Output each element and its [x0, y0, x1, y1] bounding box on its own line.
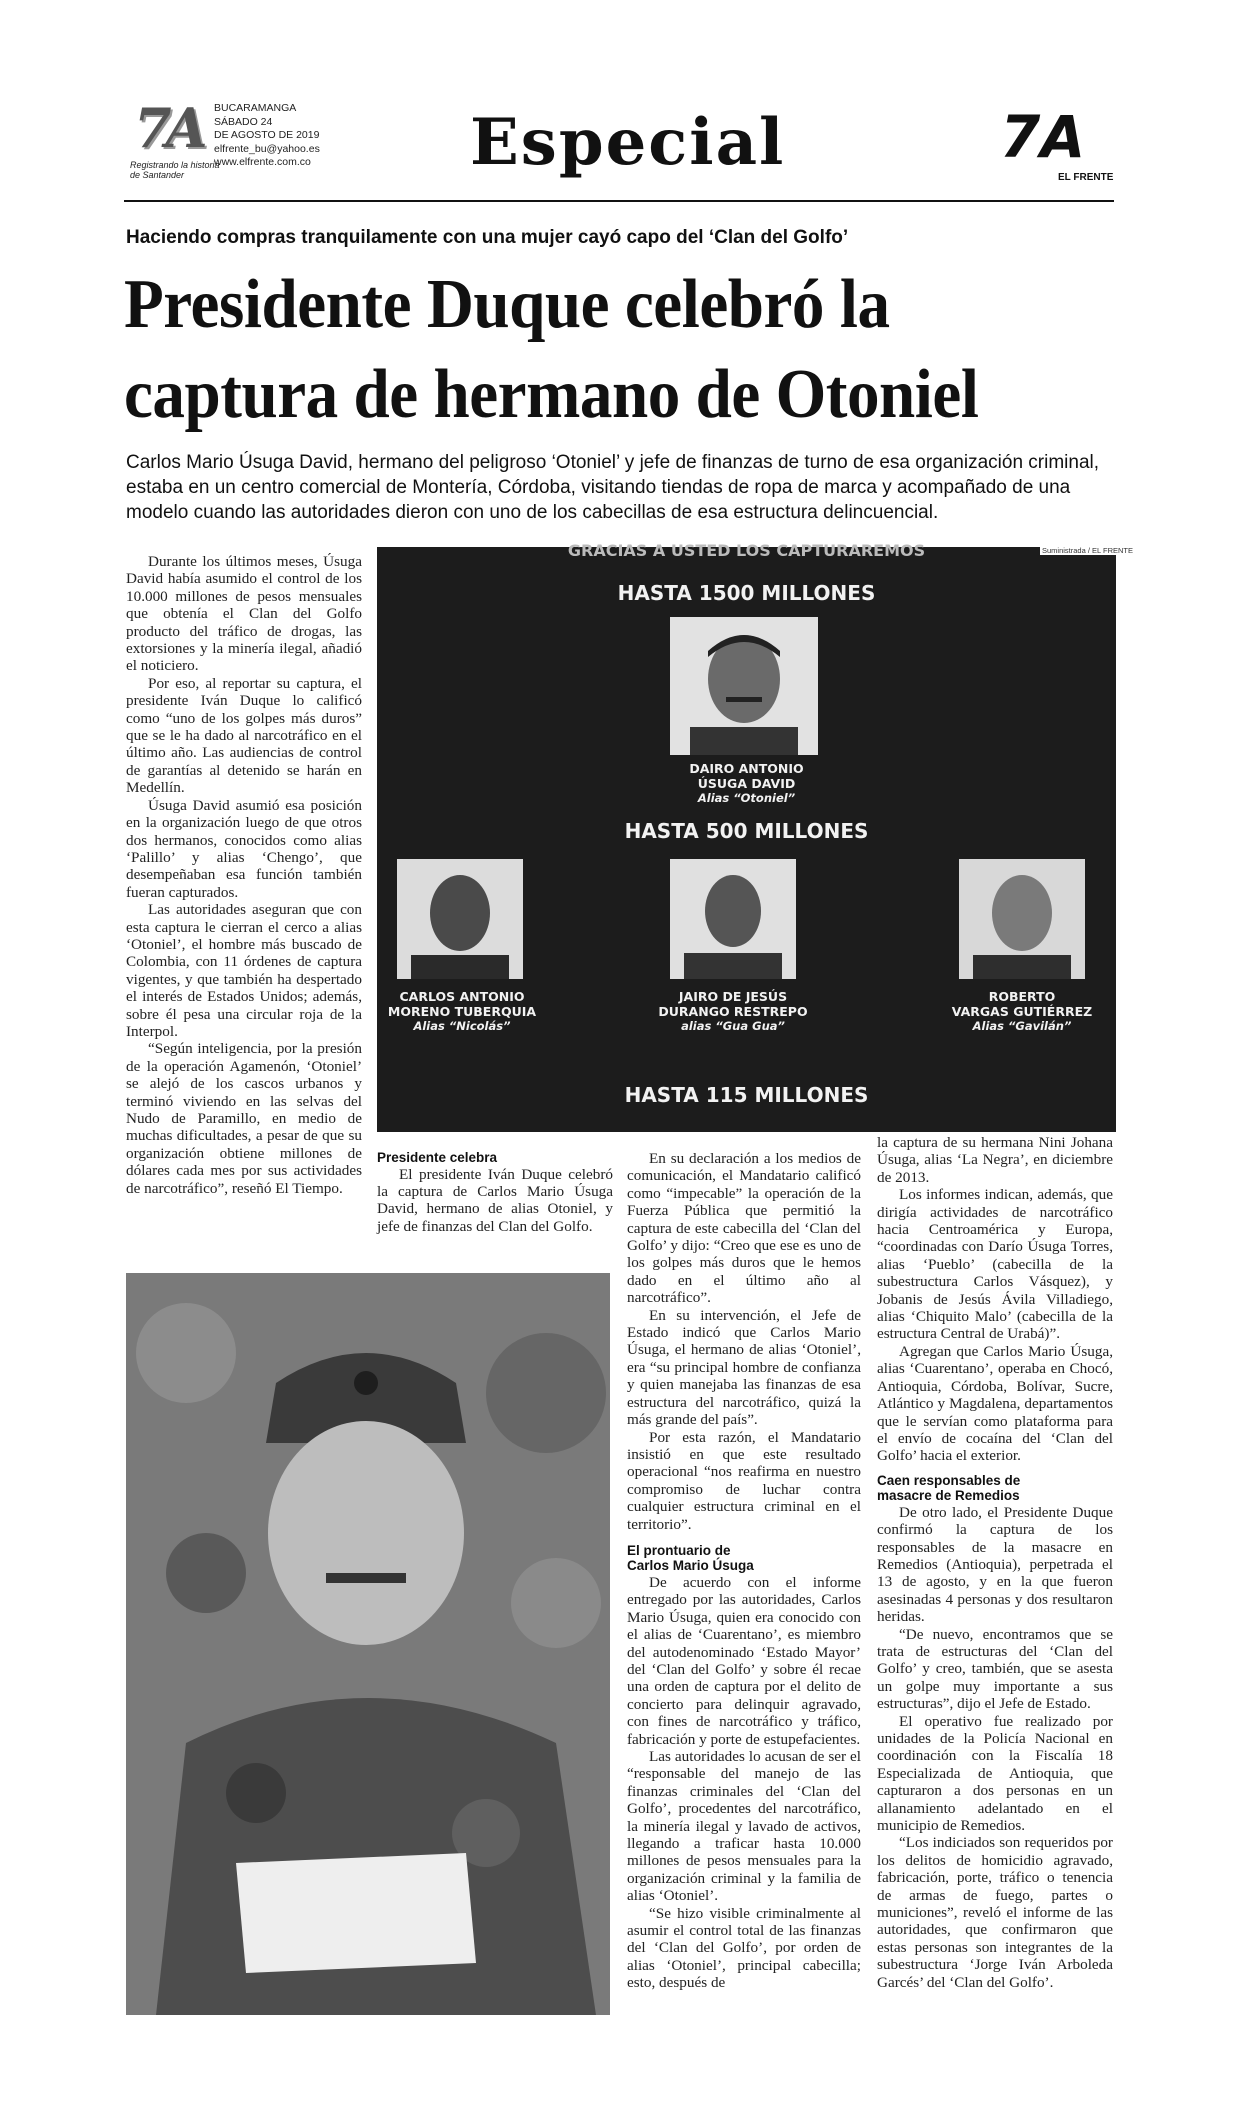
paragraph: En su intervención, el Jefe de Estado indicó que Carlos Mario Úsuga, el hermano de alias ‘Otoniel’, era “su principal hombre de confianza y quien manejaba las finanzas de esa estructura del narcotráfico, quizá la más grande del país”.	[627, 1306, 861, 1429]
paragraph: Úsuga David asumió esa posición en la organización luego de que otros dos hermanos, conocidos como alias ‘Palillo’ y alias ‘Chengo’, que desempeñaban esa función también fueran capturados.	[126, 796, 362, 901]
mugshot-gua-gua	[670, 859, 796, 979]
paragraph: la captura de su hermana Nini Johana Úsuga, alias ‘La Negra’, en diciembre de 2013.	[877, 1134, 1113, 1186]
masthead-rule	[124, 200, 1114, 202]
paragraph: “De nuevo, encontramos que se trata de estructuras del ‘Clan del Golfo’ y creo, también, que se asesta un golpe muy importante a sus estructuras”, dijo el Jefe de Estado.	[877, 1625, 1113, 1713]
poster-name-3b: DURANGO RESTREPO	[658, 1004, 808, 1019]
paper-name: EL FRENTE	[1058, 172, 1114, 183]
wanted-poster-image	[377, 541, 1116, 1132]
date-line-2: DE AGOSTO DE 2019	[214, 129, 320, 141]
paragraph: Durante los últimos meses, Úsuga David había asumido el control de los 10.000 millones de pesos mensuales que obtenía el Clan del Golfo producto del tráfico de drogas, las extorsiones y la minería ilegal, añadió el noticiero.	[126, 553, 362, 675]
logo-tagline: Registrando la historia de Santander	[130, 160, 220, 180]
paragraph: De otro lado, el Presidente Duque confirmó la captura de los responsables de la masacre en Remedios (Antioquia), perpetrada el 13 de agosto, y en la que fueron asesinadas 4 personas y dos resultaron heridas.	[877, 1503, 1113, 1626]
face-icon	[397, 859, 523, 979]
paragraph: En su declaración a los medios de comunicación, el Mandatario calificó como “impecable” la operación de la Fuerza Pública que permitió la captura de este cabecilla del ‘Clan del Golfo’ y dijo: “Creo que ese es uno de los golpes más duros que le hemos dado en el último año al narcotráfico”.	[627, 1150, 861, 1307]
logo-mark: 7A	[134, 96, 202, 160]
poster-name-1b: ÚSUGA DAVID	[697, 776, 796, 791]
paragraph: “Los indiciados son requeridos por los delitos de homicidio agravado, fabricación, porte, tráfico o tenencia de armas de fuego, partes o municiones”, reveló el informe de las autoridades, que confirmaron que estas personas son integrantes de la subestructura ‘Jorge Iván Arboleda Garcés’ del ‘Clan del Golfo’.	[877, 1834, 1113, 1991]
paragraph: Las autoridades aseguran que con esta captura le cierran el cerco a alias ‘Otoniel’, el hombre más buscado de Colombia, con 11 órdenes de captura vigentes, y que también ha despertado el interés de Estados Unidos; además, sobre él pesa una circular roja de la Interpol.	[126, 901, 362, 1040]
website: www.elfrente.com.co	[214, 156, 311, 168]
poster-alias-2: Alias “Nicolás”	[413, 1019, 511, 1033]
paragraph: Agregan que Carlos Mario Úsuga, alias ‘Cuarentano’, operaba en Chocó, Antioquia, Córdoba, Bolívar, Sucre, Atlántico y Magdalena, departamentos que le servían como plataforma para el envío de cocaína del ‘Clan del Golfo’ hacia el exterior.	[877, 1342, 1113, 1465]
city: BUCARAMANGA	[214, 102, 297, 114]
headline	[124, 260, 1054, 440]
caption-title: Presidente celebra	[377, 1150, 498, 1165]
poster-name-3a: JAIRO DE JESÚS	[678, 989, 788, 1004]
poster-name-2a: CARLOS ANTONIO	[399, 989, 525, 1004]
paragraph: Los informes indican, además, que dirigía actividades de narcotráfico hacia Centroamérica y Europa, “coordinadas con Darío Úsuga Torres, alias ‘Pueblo’ (cabecilla de la subestructura Carlos Vásquez), y Jobanis de Jesús Ávila Villadiego, alias ‘Chiquito Malo’ (cabecilla de la estructura Central de Urabá)”.	[877, 1186, 1113, 1343]
paragraph: Las autoridades lo acusan de ser el “responsable del manejo de las finanzas criminales del ‘Clan del Golfo’, procedentes del narcotráfico, la minería ilegal y lavado de activos, llegando a traficar hasta 10.000 millones de pesos mensuales para la organización criminal y la familia de alias ‘Otoniel’.	[627, 1748, 861, 1905]
column-1	[126, 553, 362, 1197]
kicker: Haciendo compras tranquilamente con una mujer cayó capo del ‘Clan del Golfo’	[126, 227, 849, 248]
poster-name-2b: MORENO TUBERQUIA	[387, 1004, 537, 1019]
headline-line-1: Presidente Duque celebró la	[124, 266, 890, 343]
poster-tier-2: HASTA 500 MILLONES	[624, 819, 869, 843]
poster-name-4b: VARGAS GUTIÉRREZ	[951, 1004, 1093, 1019]
poster-name-1a: DAIRO ANTONIO	[689, 761, 804, 776]
face-icon	[959, 859, 1085, 979]
email: elfrente_bu@yahoo.es	[214, 142, 320, 155]
poster-alias-4: Alias “Gavilán”	[972, 1019, 1072, 1033]
paragraph: De acuerdo con el informe entregado por las autoridades, Carlos Mario Úsuga, quien era conocido con el alias de ‘Cuarentano’, es miembro del autodenominado ‘Estado Mayor’ del ‘Clan del Golfo’ y sobre él recae una orden de captura por el delito de concierto para delinquir agravado, con fines de narcotráfico y tráfico, fabricación y porte de estupefacientes.	[627, 1573, 861, 1748]
face-icon	[670, 617, 818, 755]
captured-man-photo	[126, 1273, 610, 2015]
caption-text: El presidente Iván Duque celebró la captura de Carlos Mario Úsuga David, hermano de alias Otoniel, y jefe de finanzas del Clan del Golfo.	[377, 1165, 613, 1235]
paragraph: Por eso, al reportar su captura, el presidente Iván Duque lo calificó como “uno de los golpes más duros” que se le ha dado al narcotráfico en el último año. Las audiencias de control de garantías al detenido se harán en Medellín.	[126, 674, 362, 797]
paragraph: Por esta razón, el Mandatario insistió en que este resultado operacional “nos reafirma en nuestro compromiso de luchar contra cualquier estructura criminal en el territorio”.	[627, 1428, 861, 1533]
paragraph: “Se hizo visible criminalmente al asumir el control total de las finanzas del ‘Clan del Golfo’, por orden de alias ‘Otoniel’, principal cabecilla; esto, después de	[627, 1904, 861, 1992]
column-4	[877, 1134, 1113, 1991]
subhead-remedios-1: Caen responsables de	[877, 1472, 1021, 1488]
paragraph: El operativo fue realizado por unidades de la Policía Nacional en coordinación con la Fiscalía 18 Especializada de Antioquia, que capturaron a dos personas en un allanamiento adelantado en el municipio de Remedios.	[877, 1712, 1113, 1835]
poster-tier-3: HASTA 115 MILLONES	[624, 1083, 869, 1107]
page-number: 7A	[1000, 103, 1086, 171]
section-title: Especial	[470, 105, 786, 180]
poster-alias-3: alias “Gua Gua”	[681, 1019, 785, 1033]
subhead-prontuario-1: El prontuario de	[627, 1542, 731, 1558]
date-line-1: SÁBADO 24	[214, 115, 273, 128]
mugshot-nicolas	[397, 859, 523, 979]
photo-caption	[377, 1150, 613, 1235]
lead-paragraph: Carlos Mario Úsuga David, hermano del peligroso ‘Otoniel’ y jefe de finanzas de turno de esa organización criminal, estaba en un centro comercial de Montería, Córdoba, visitando tiendas de ropa de marca y acompañado de una modelo cuando las autoridades dieron con uno de los cabecillas de esa estructura delincuencial.	[126, 452, 1100, 523]
paragraph: “Según inteligencia, por la presión de la operación Agamenón, ‘Otoniel’ se alejó de los cascos urbanos y terminó viviendo en las selvas del Nudo de Paramillo, en medio de muchas dificultades, a pesar de que su organización obtiene millones de dólares cada mes por sus actividades de narcotráfico”, reseñó El Tiempo.	[126, 1040, 362, 1197]
photo-credit: Suministrada / EL FRENTE	[1042, 546, 1133, 555]
portrait-icon	[126, 1273, 610, 2015]
poster-top-text: GRACIAS A USTED LOS CAPTURAREMOS	[567, 541, 926, 560]
face-icon	[670, 859, 796, 979]
subhead-remedios-2: masacre de Remedios	[877, 1488, 1020, 1504]
column-3	[627, 1150, 861, 1992]
poster-tier-1: HASTA 1500 MILLONES	[617, 581, 876, 605]
poster-alias-1: Alias “Otoniel”	[697, 791, 796, 805]
masthead-info	[214, 102, 320, 170]
mugshot-gavilan	[959, 859, 1085, 979]
headline-line-2: captura de hermano de Otoniel	[124, 356, 979, 433]
mugshot-otoniel	[670, 617, 818, 755]
poster-name-4a: ROBERTO	[988, 989, 1056, 1004]
subhead-prontuario-2: Carlos Mario Úsuga	[627, 1558, 754, 1574]
